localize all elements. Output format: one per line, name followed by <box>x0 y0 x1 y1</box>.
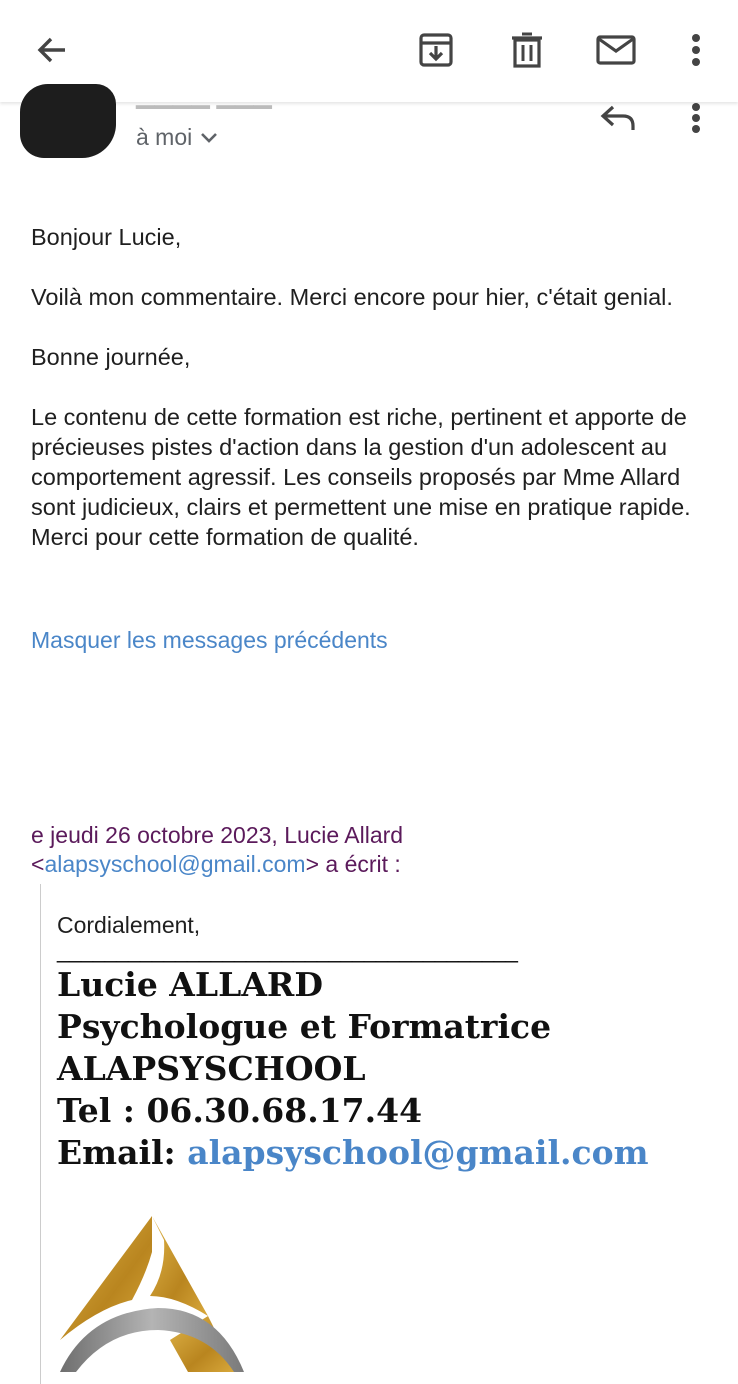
chevron-down-icon <box>200 132 218 144</box>
quote-header-open: < <box>31 851 45 877</box>
body-line-1: Voilà mon commentaire. Merci encore pour hier, c'était genial. <box>31 284 673 310</box>
alapsyschool-logo-icon <box>58 1212 248 1384</box>
quoted-message <box>57 910 717 1174</box>
closing: Cordialement, <box>57 912 201 938</box>
signature-name: Lucie ALLARD <box>57 965 323 1004</box>
signature-email-link[interactable]: alapsyschool@gmail.com <box>187 1133 649 1172</box>
quote-header-suffix: > a écrit : <box>305 851 401 877</box>
signature-rule: _______________________________________ <box>57 937 517 963</box>
quote-bar <box>40 884 41 1384</box>
signature-tel: Tel : 06.30.68.17.44 <box>57 1091 423 1130</box>
quote-header-prefix: e jeudi 26 octobre 2023, Lucie Allard <box>31 822 404 848</box>
recipient-details-toggle[interactable] <box>136 124 218 151</box>
feedback-comment: Le contenu de cette formation est riche, pertinent et apporte de précieuses pistes d'action dans la gestion d'un adolescent au comportement agressif. Les conseils proposés par Mme Allard sont judicieux, clairs et permettent une mise en pratique rapide. Merci pour cette formation de qualité. <box>31 404 691 550</box>
message-more-vert-icon[interactable] <box>676 100 716 136</box>
quote-header-email-link[interactable]: alapsyschool@gmail.com <box>44 851 306 877</box>
archive-icon[interactable] <box>414 28 458 72</box>
signature-email-label: Email: <box>57 1133 188 1172</box>
quote-header <box>31 821 711 879</box>
body-line-2: Bonne journée, <box>31 344 191 370</box>
recipient-label: à moi <box>136 124 193 150</box>
envelope-icon[interactable] <box>594 28 638 72</box>
reply-icon[interactable] <box>596 100 640 136</box>
trash-icon[interactable] <box>505 28 549 72</box>
more-vert-icon[interactable] <box>676 28 716 72</box>
signature-email-line <box>57 1132 717 1174</box>
signature-company: ALAPSYSCHOOL <box>57 1049 366 1088</box>
hide-previous-messages-link[interactable]: Masquer les messages précédents <box>31 627 388 653</box>
greeting: Bonjour Lucie, <box>31 224 182 250</box>
signature-title: Psychologue et Formatrice <box>57 1007 552 1046</box>
arrow-left-icon[interactable] <box>30 28 74 72</box>
top-app-bar <box>0 0 738 102</box>
avatar[interactable] <box>20 84 116 158</box>
